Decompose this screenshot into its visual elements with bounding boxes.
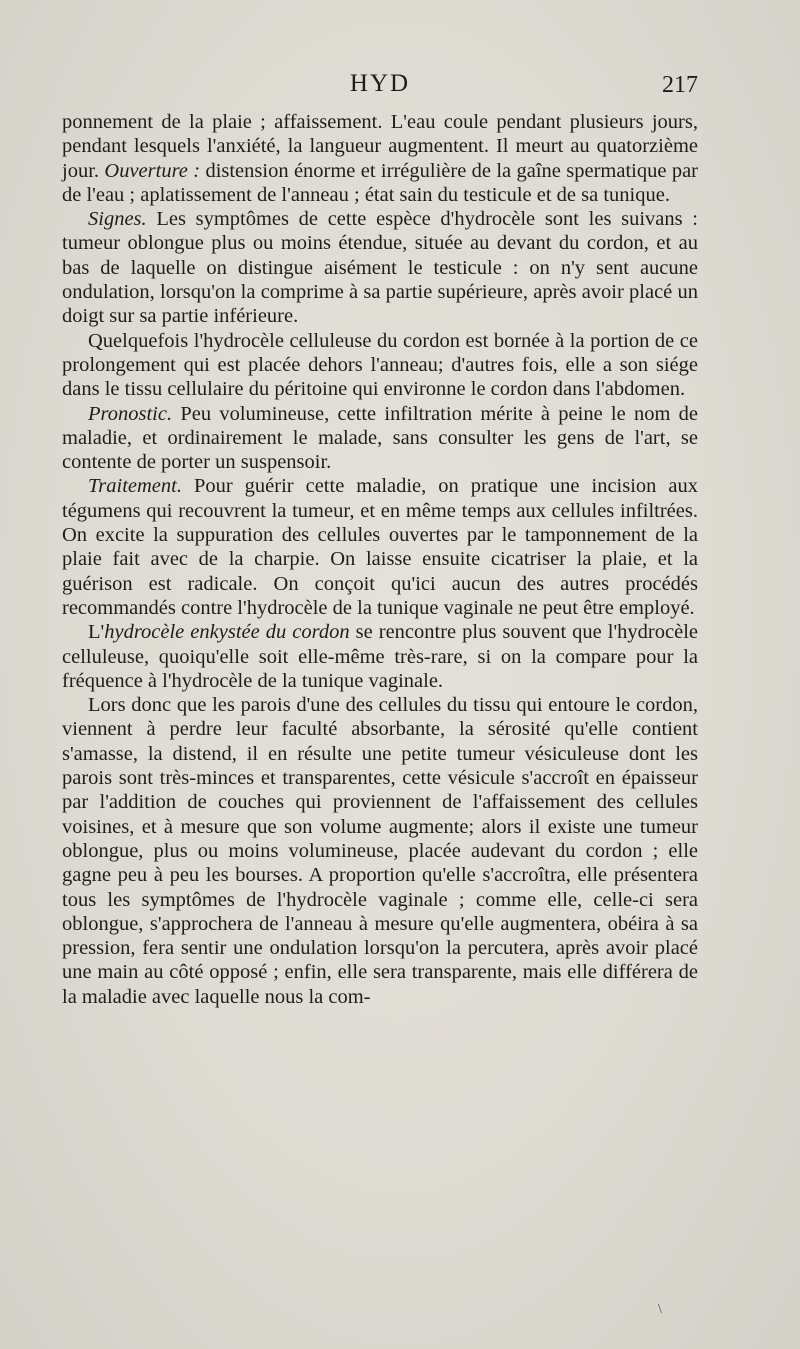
running-head: HYD bbox=[349, 70, 411, 97]
body-text bbox=[62, 110, 698, 1009]
paragraph-text: ponnement de la plaie ; affaissement. L'eau coule pendant plusieurs jours, pendant lesquels l'anxiété, la langueur augmentent. Il meurt au quatorzième jour. bbox=[62, 111, 698, 182]
paragraph-text: distension énorme et irrégulière de la gaîne spermatique par de l'eau ; aplatissement de l'anneau ; état sain du testicule et de sa tunique. bbox=[62, 159, 698, 206]
paragraph-signes bbox=[62, 207, 698, 328]
paragraph-text: Lors donc que les parois d'une des cellules du tissu qui entoure le cordon, viennent à perdre leur faculté absorbante, la sérosité qu'elle contient s'amasse, la distend, il en résulte une petite tumeur vésiculeuse dont les parois sont très-minces et transparentes, cette vésicule s'accroît en épaisseur par l'addition de couches qui proviennent de l'affaissement des cellules voisines, et à mesure que son volume augmente; alors il existe une tumeur oblongue, plus ou moins volumineuse, placée audevant du cordon ; elle gagne peu à peu les bourses. A proportion qu'elle s'accroîtra, elle présentera tous les symptômes de l'hydrocèle vaginale ; comme elle, celle-ci sera oblongue, s'approchera de l'anneau à mesure qu'elle augmentera, obéira à sa pression, fera sentir une ondulation lorsqu'on la percutera, après avoir placé une main au côté opposé ; enfin, elle sera transparente, mais elle différera de la maladie avec laquelle nous la com- bbox=[62, 694, 698, 1008]
paragraph-text: L' bbox=[88, 621, 105, 644]
paragraph-text: Peu volumineuse, cette infiltration mérite à peine le nom de maladie, et ordinairement le malade, sans consulter les gens de l'art, se contente de porter un suspensoir. bbox=[62, 402, 698, 474]
paragraph-text: Quelquefois l'hydrocèle celluleuse du cordon est bornée à la portion de ce prolongement qui est placée dehors l'anneau; d'autres fois, elle a son siége dans le tissu cellulaire du péritoine qui environne le cordon dans l'abdomen. bbox=[62, 329, 698, 401]
page-number: 217 bbox=[662, 72, 698, 98]
paragraph-text: Pour guérir cette maladie, on pratique une incision aux tégumens qui recouvrent la tumeur, et en même temps aux cellules infiltrées. On excite la suppuration des cellules ouvertes par le tamponnement de la plaie fait avec de la charpie. On laisse ensuite cicatriser la plaie, et la guérison est radicale. On conçoit qu'ici aucun des autres procédés recommandés contre l'hydrocèle de la tunique vaginale ne peut être employé. bbox=[62, 475, 698, 619]
section-label-pronostic: Pronostic. bbox=[88, 402, 173, 425]
section-label-signes: Signes. bbox=[88, 208, 147, 231]
bottom-mark: \ bbox=[658, 1302, 662, 1317]
page-header bbox=[62, 70, 698, 110]
paragraph-text: Les symptômes de cette espèce d'hydrocèle sont les suivans : tumeur oblongue plus ou moins étendue, située au devant du cordon, et au bas de laquelle on distingue aisément le testicule : on n'y sent aucune ondulation, lorsqu'on la comprime à sa partie supérieure, après avoir placé un doigt sur sa partie inférieure. bbox=[62, 208, 698, 328]
paragraph-hydrocele-enkystee bbox=[62, 620, 698, 693]
paragraph-quelquefois bbox=[62, 329, 698, 402]
section-label-hydrocele-enkystee: hydrocèle enkystée du cordon bbox=[104, 621, 350, 644]
paragraph-pronostic bbox=[62, 402, 698, 475]
paragraph-continuation bbox=[62, 110, 698, 207]
paragraph-traitement bbox=[62, 474, 698, 620]
section-label-traitement: Traitement. bbox=[88, 475, 182, 498]
paragraph-lors-donc bbox=[62, 693, 698, 1009]
paragraph-text: se rencontre plus souvent que l'hydrocèle celluleuse, quoiqu'elle soit elle-même très-rare, si on la compare pour la fréquence à l'hydrocèle de la tunique vaginale. bbox=[62, 621, 699, 692]
section-label-ouverture: Ouverture : bbox=[104, 159, 201, 182]
